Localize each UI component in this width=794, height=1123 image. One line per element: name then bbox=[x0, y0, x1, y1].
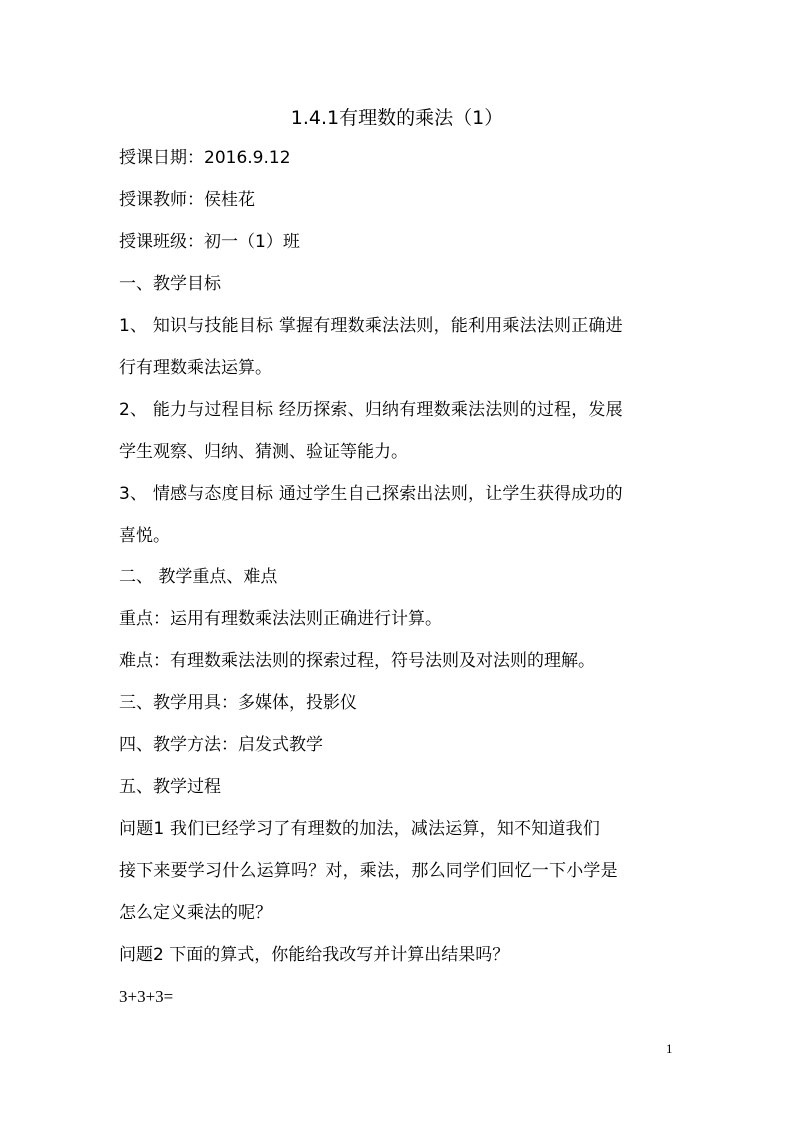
date-line: 授课日期：2016.9.12 bbox=[119, 148, 291, 168]
difficult-point-line: 难点：有理数乘法法则的探索过程，符号法则及对法则的理解。 bbox=[119, 651, 595, 671]
teaching-method-line: 四、教学方法：启发式教学 bbox=[119, 735, 323, 755]
math-expression: 3+3+3= bbox=[119, 987, 174, 1006]
question-1-line-1: 问题1 我们已经学习了有理数的加法，减法运算，知不知道我们 bbox=[119, 819, 601, 839]
teaching-process-heading: 五、教学过程 bbox=[119, 777, 221, 797]
goal-3-line-1: 3、 情感与态度目标 通过学生自己探索出法则，让学生获得成功的 bbox=[119, 484, 623, 504]
question-1-line-2: 接下来要学习什么运算吗？对，乘法，那么同学们回忆一下小学是 bbox=[119, 861, 618, 881]
goal-1-line-1: 1、 知识与技能目标 掌握有理数乘法法则，能利用乘法法则正确进 bbox=[119, 316, 623, 336]
goal-2-line-2: 学生观察、归纳、猜测、验证等能力。 bbox=[119, 442, 408, 462]
document-title: 1.4.1有理数的乘法（1） bbox=[290, 107, 504, 129]
key-point-line: 重点：运用有理数乘法法则正确进行计算。 bbox=[119, 609, 442, 629]
goal-1-line-2: 行有理数乘法运算。 bbox=[119, 358, 272, 378]
goal-2-line-1: 2、 能力与过程目标 经历探索、归纳有理数乘法法则的过程，发展 bbox=[119, 400, 623, 420]
teacher-line: 授课教师：侯桂花 bbox=[119, 190, 255, 210]
goal-3-line-2: 喜悦。 bbox=[119, 526, 170, 546]
question-2-line: 问题2 下面的算式，你能给我改写并计算出结果吗？ bbox=[119, 945, 510, 965]
teaching-goals-heading: 一、教学目标 bbox=[119, 274, 221, 294]
page-number: 1 bbox=[666, 1041, 673, 1056]
class-line: 授课班级：初一（1）班 bbox=[119, 232, 300, 252]
question-1-line-3: 怎么定义乘法的呢？ bbox=[119, 903, 272, 923]
key-difficult-heading: 二、 教学重点、难点 bbox=[119, 567, 278, 587]
teaching-tools-line: 三、教学用具：多媒体，投影仪 bbox=[119, 693, 357, 713]
